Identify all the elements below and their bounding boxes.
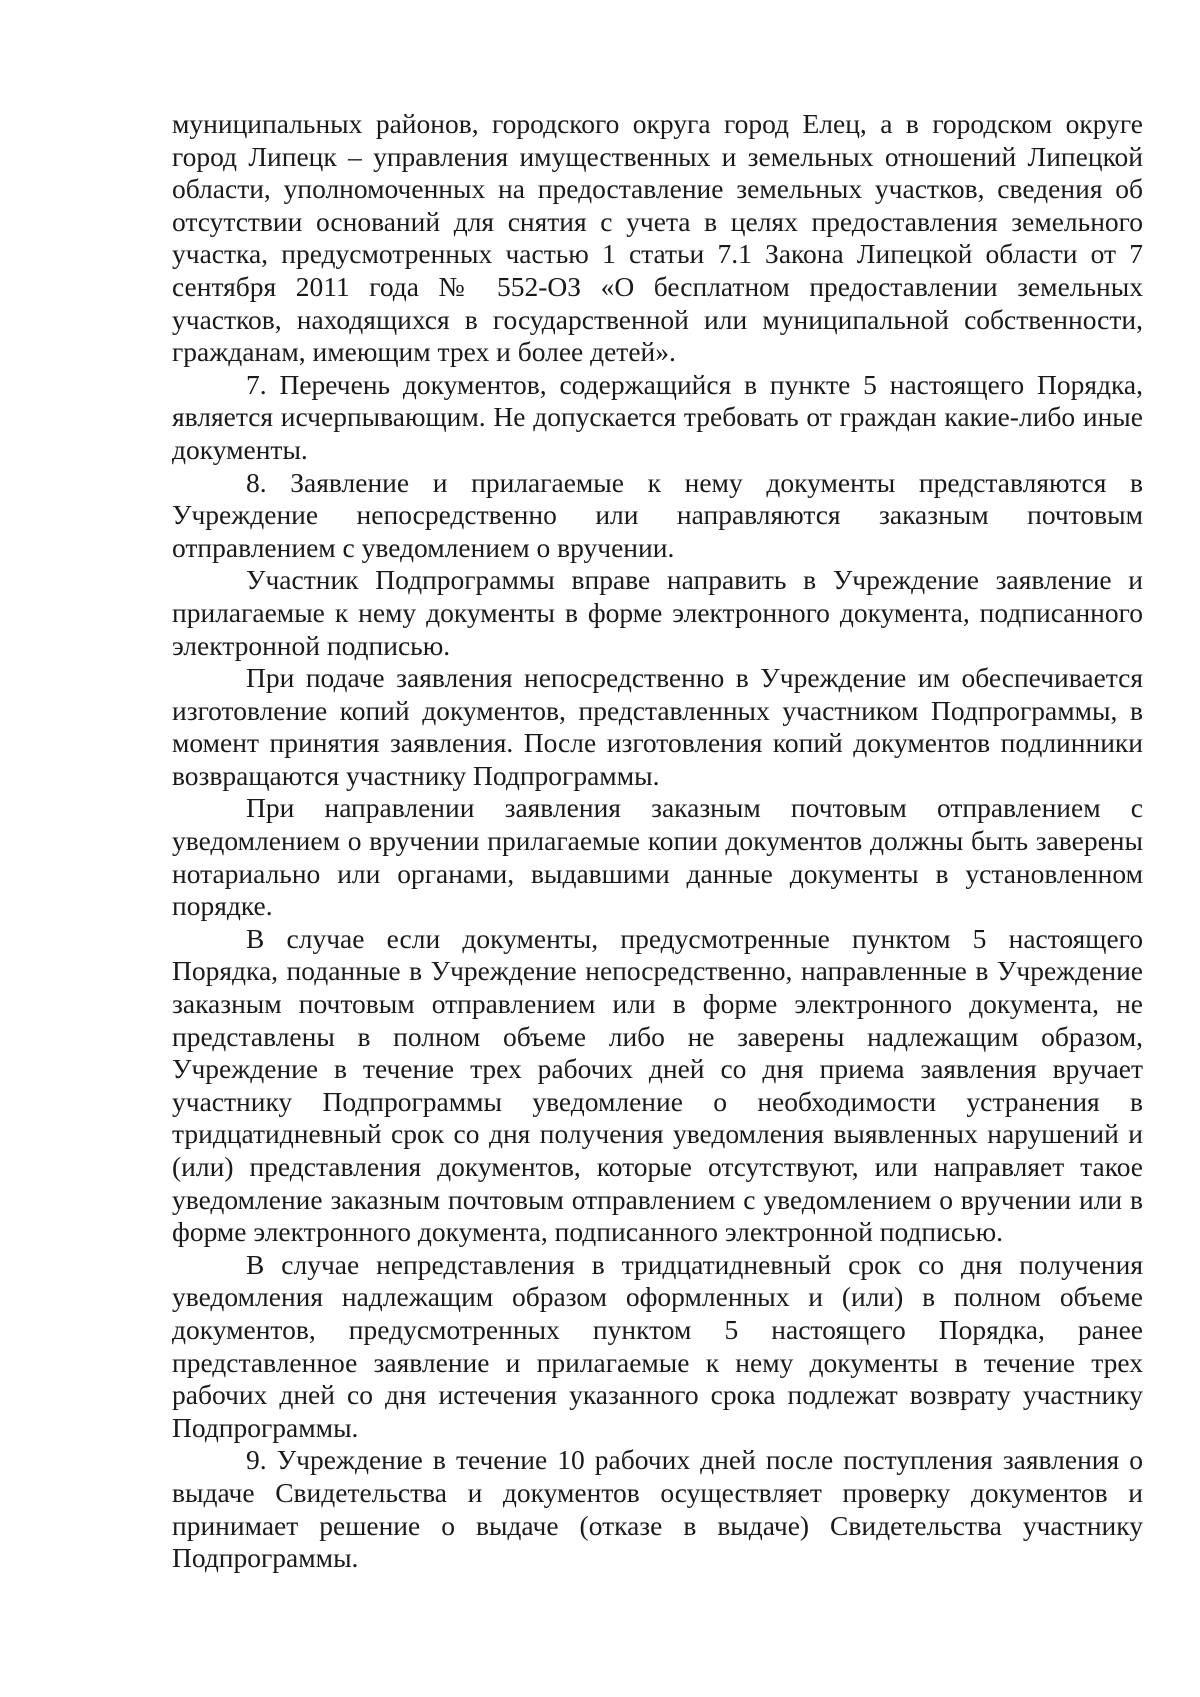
paragraph-direct-submission: При подаче заявления непосредственно в Учреждение им обеспечивается изготовление копий документов, представленных участником Подпрограммы, в момент принятия заявления. После изготовления копий документов подлинники возвращаются участнику Подпрограммы. <box>172 662 1143 791</box>
document-body <box>172 108 1143 1575</box>
paragraph-postal-submission: При направлении заявления заказным почтовым отправлением с уведомлением о вручении прилагаемые копии документов должны быть заверены нотариально или органами, выдавшими данные документы в установленном порядке. <box>172 792 1143 922</box>
paragraph-item-7: 7. Перечень документов, содержащийся в пункте 5 настоящего Порядка, является исчерпывающим. Не допускается требовать от граждан какие-либо иные документы. <box>172 368 1143 465</box>
paragraph-continuation: муниципальных районов, городского округа город Елец, а в городском округе город Липецк – управления имущественных и земельных отношений Липецкой области, уполномоченных на предоставление земельных участков, сведения об отсутствии оснований для снятия с учета в целях предоставления земельного участка, предусмотренных частью 1 статьи 7.1 Закона Липецкой области от 7 сентября 2011 года № 552-ОЗ «О бесплатном предоставлении земельных участков, находящихся в государственной или муниципальной собственности, гражданам, имеющим трех и более детей». <box>172 108 1143 368</box>
paragraph-non-submission: В случае непредставления в тридцатидневный срок со дня получения уведомления надлежащим образом оформленных и (или) в полном объеме документов, предусмотренных пунктом 5 настоящего Порядка, ранее представленное заявление и прилагаемые к нему документы в течение трех рабочих дней со дня истечения указанного срока подлежат возврату участнику Подпрограммы. <box>172 1248 1143 1443</box>
paragraph-electronic-submission: Участник Подпрограммы вправе направить в Учреждение заявление и прилагаемые к нему документы в форме электронного документа, подписанного электронной подписью. <box>172 564 1143 661</box>
paragraph-item-9: 9. Учреждение в течение 10 рабочих дней после поступления заявления о выдаче Свидетельства и документов осуществляет проверку документов и принимает решение о выдаче (отказе в выдаче) Свидетельства участнику Подпрограммы. <box>172 1444 1143 1574</box>
paragraph-item-8: 8. Заявление и прилагаемые к нему документы представляются в Учреждение непосредственно или направляются заказным почтовым отправлением с уведомлением о вручении. <box>172 466 1143 563</box>
paragraph-incomplete-documents: В случае если документы, предусмотренные пунктом 5 настоящего Порядка, поданные в Учреждение непосредственно, направленные в Учреждение заказным почтовым отправлением или в форме электронного документа, не представлены в полном объеме либо не заверены надлежащим образом, Учреждение в течение трех рабочих дней со дня приема заявления вручает участнику Подпрограммы уведомление о необходимости устранения в тридцатидневный срок со дня получения уведомления выявленных нарушений и (или) представления документов, которые отсутствуют, или направляет такое уведомление заказным почтовым отправлением с уведомлением о вручении или в форме электронного документа, подписанного электронной подписью. <box>172 922 1143 1248</box>
